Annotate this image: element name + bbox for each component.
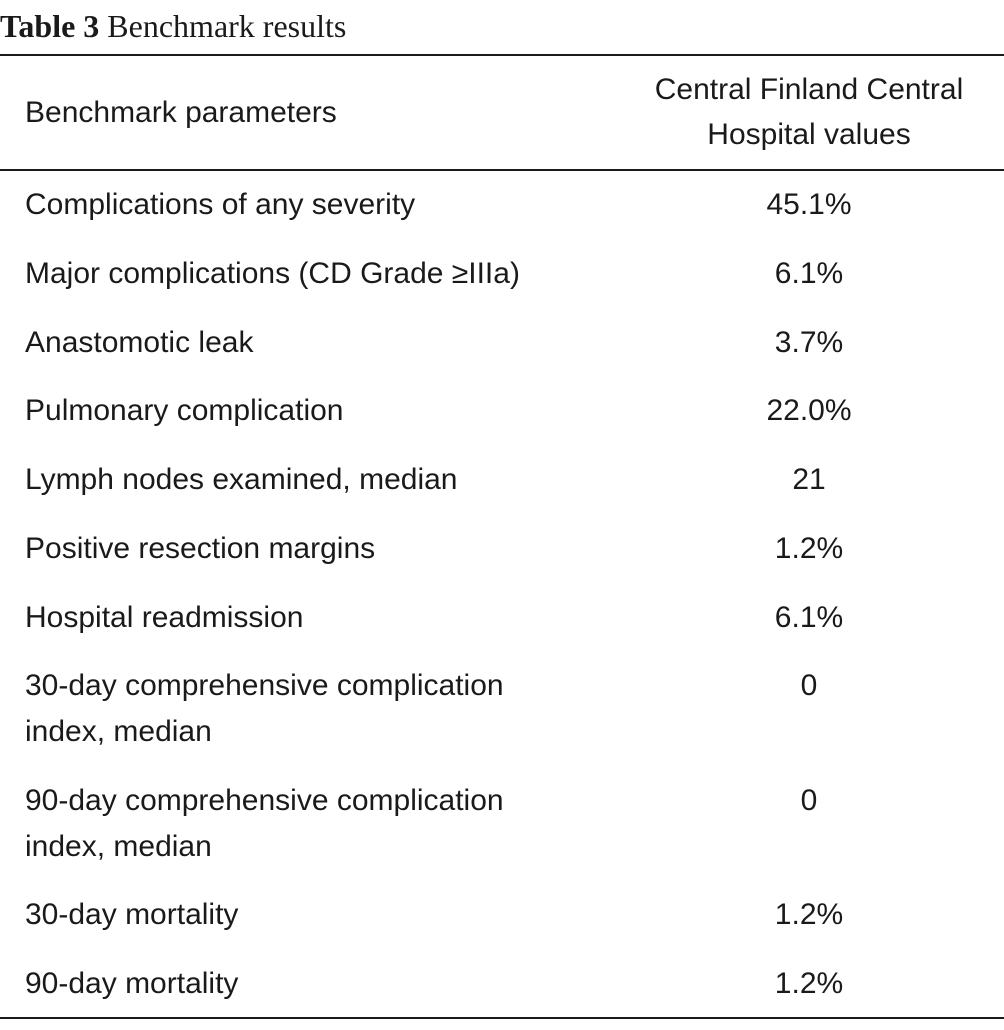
row-parameter-line1: 30-day comprehensive complication xyxy=(25,669,504,702)
row-parameter-line2: index, median xyxy=(25,715,212,748)
row-value: 1.2% xyxy=(774,532,844,565)
row-parameter: Major complications (CD Grade ≥IIIa) xyxy=(25,257,520,290)
table-header-rule xyxy=(0,169,1004,171)
row-parameter: 30-day mortality xyxy=(25,898,239,931)
row-value: 45.1% xyxy=(766,188,852,221)
header-value-line1: Central Finland Central xyxy=(654,73,964,106)
row-value: 3.7% xyxy=(774,326,844,359)
header-value xyxy=(614,67,1004,157)
row-parameter: Pulmonary complication xyxy=(25,394,344,427)
row-value: 1.2% xyxy=(774,898,844,931)
row-value: 0 xyxy=(800,669,818,702)
row-parameter-line2: index, median xyxy=(25,830,212,863)
table-top-rule xyxy=(0,54,1004,56)
row-parameter: Lymph nodes examined, median xyxy=(25,463,458,496)
table-title: Benchmark results xyxy=(107,8,347,44)
row-value: 0 xyxy=(800,784,818,817)
row-parameter: Positive resection margins xyxy=(25,532,376,565)
row-value: 21 xyxy=(792,463,826,496)
row-value: 22.0% xyxy=(766,394,852,427)
row-value: 6.1% xyxy=(774,257,844,290)
table-label: Table 3 xyxy=(0,8,100,44)
header-value-line2: Hospital values xyxy=(707,118,911,151)
header-parameter: Benchmark parameters xyxy=(25,96,337,129)
row-parameter-line1: 90-day comprehensive complication xyxy=(25,784,504,817)
table-bottom-rule xyxy=(0,1017,1004,1019)
table-caption xyxy=(0,6,346,46)
row-parameter: Hospital readmission xyxy=(25,601,304,634)
row-value: 6.1% xyxy=(774,601,844,634)
row-value: 1.2% xyxy=(774,967,844,1000)
row-parameter: 90-day mortality xyxy=(25,967,239,1000)
row-parameter: Complications of any severity xyxy=(25,188,416,221)
row-parameter: Anastomotic leak xyxy=(25,326,254,359)
